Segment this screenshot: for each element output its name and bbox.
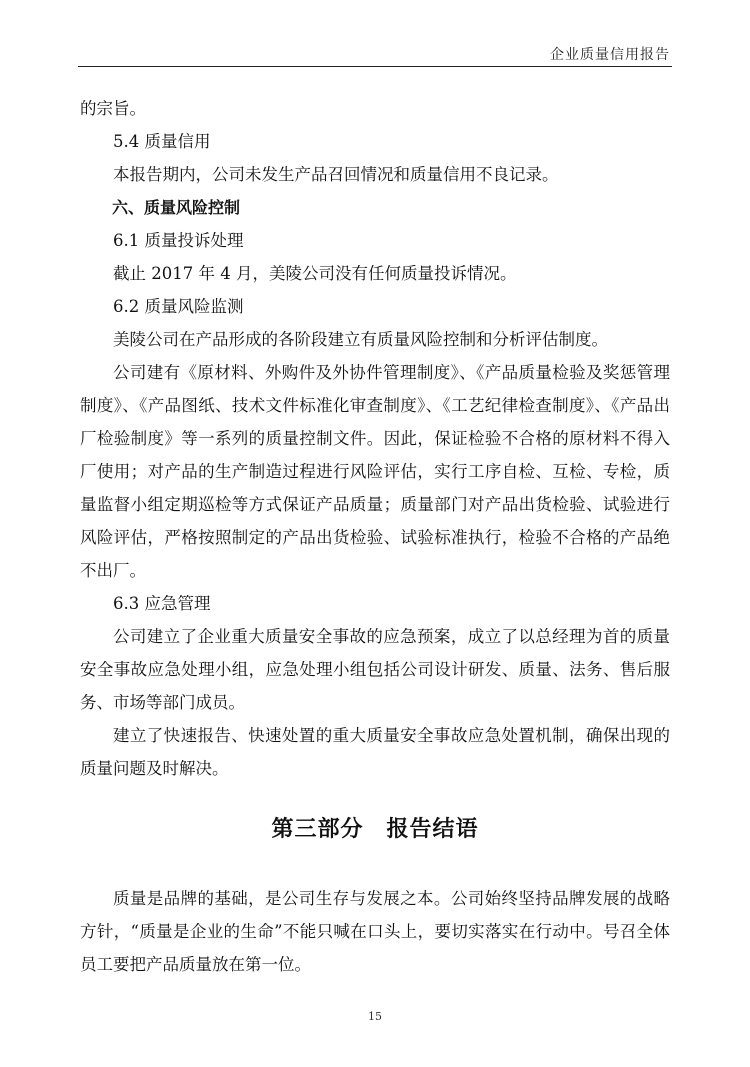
- body-text: [80, 92, 670, 785]
- page-number: 15: [368, 1010, 382, 1023]
- subsection-title-6-3: 6.3 应急管理: [113, 594, 211, 613]
- conclusion-text: [80, 882, 670, 981]
- subsection-title-6-1: 6.1 质量投诉处理: [113, 231, 244, 250]
- paragraph: 公司建立了企业重大质量安全事故的应急预案，成立了以总经理为首的质量安全事故应急处理小组，应急处理小组包括公司设计研发、质量、法务、售后服务、市场等部门成员。: [80, 627, 670, 712]
- section-heading-6: 六、质量风险控制: [112, 198, 241, 217]
- header-rule: [78, 66, 672, 67]
- paragraph: 质量是品牌的基础，是公司生存与发展之本。公司始终坚持品牌发展的战略方针，“质量是企业的生命”不能只喊在口头上，要切实落实在行动中。号召全体员工要把产品质量放在第一位。: [80, 889, 670, 974]
- paragraph: 公司建有《原材料、外购件及外协件管理制度》、《产品质量检验及奖惩管理制度》、《产品图纸、技术文件标准化审查制度》、《工艺纪律检查制度》、《产品出厂检验制度》等一系列的质量控制文件。因此，保证检验不合格的原材料不得入厂使用；对产品的生产制造过程进行风险评估，实行工序自检、互检、专检，质量监督小组定期巡检等方式保证产品质量；质量部门对产品出货检验、试验进行风险评估，严格按照制定的产品出货检验、试验标准执行，检验不合格的产品绝不出厂。: [80, 363, 670, 580]
- paragraph: 截止 2017 年 4 月，美陵公司没有任何质量投诉情况。: [113, 264, 517, 283]
- paragraph: 美陵公司在产品形成的各阶段建立有质量风险控制和分析评估制度。: [113, 330, 608, 349]
- subsection-title-5-4: 5.4 质量信用: [113, 132, 211, 151]
- subsection-title-6-2: 6.2 质量风险监测: [113, 297, 244, 316]
- paragraph-continuation: 的宗旨。: [80, 99, 146, 118]
- paragraph: 本报告期内，公司未发生产品召回情况和质量信用不良记录。: [113, 165, 559, 184]
- paragraph: 建立了快速报告、快速处置的重大质量安全事故应急处置机制，确保出现的质量问题及时解决。: [80, 726, 670, 778]
- running-header: 企业质量信用报告: [550, 47, 670, 63]
- part-title: 第三部分 报告结语: [271, 817, 479, 842]
